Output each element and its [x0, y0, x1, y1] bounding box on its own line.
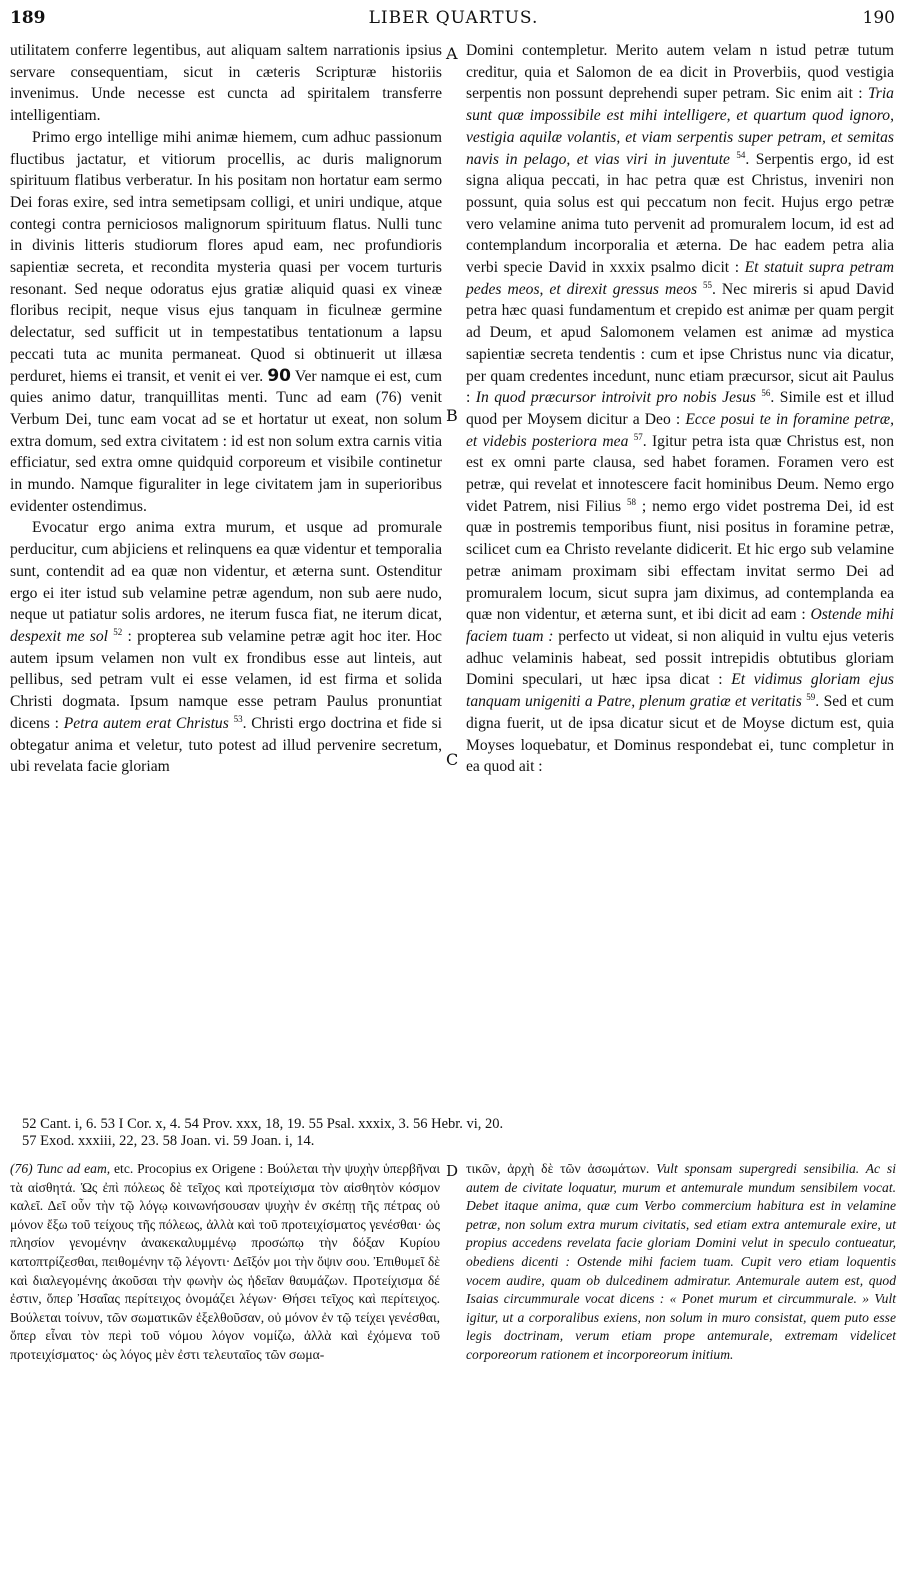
text: . Sed et cum digna fuerit, ut de ipsa dicatur sicut et de Moyse dictum est, quia Moyses loquebatur, et Dominus respondebat ei, tunc completur in ea quod ait : [466, 693, 895, 776]
footnote-ref: 53 [233, 713, 243, 724]
margin-letter: A [446, 44, 458, 63]
column-number: 90 [267, 365, 292, 386]
text: . Serpentis ergo, id est signa aliqua peccati, in hac petra quæ est Christus, inveniri non possunt, quia solus est qui peccatum non fecit. Hujus ergo petræ vero velamine anima tuto pervenit ad promuralem locum, id est ad contemplandum incorporalia et æterna. De hac eadem petra alia verbi specie David in xxxix psalmo dicit : [466, 150, 894, 277]
note-lemma: (76) Tunc ad eam, [10, 1161, 111, 1176]
note-text: τικῶν, ἀρχὴ δὲ τῶν ἀσωμάτων. [466, 1161, 650, 1176]
note-paragraph [10, 1160, 440, 1365]
margin-letter: C [446, 750, 459, 769]
quotation: Ostende mihi faciem tuam : [466, 606, 894, 645]
footnote-ref: 55 [703, 279, 713, 290]
text: perfecto ut videat, si non aliquid in vultu ejus veteris adhuc velaminis habeat, sed possit intrepidis obtutibus gloriam Domini speculari, ut hæc ipsa dicat : [466, 627, 895, 689]
page-number-left: 189 [10, 8, 46, 28]
paragraph [10, 40, 442, 127]
quotation: In quod præcursor introivit pro nobis Jesus [475, 389, 756, 407]
running-header [0, 8, 907, 34]
footnote-row: 57 Exod. xxxiii, 22, 23. 58 Joan. vi. 59 Joan. i, 14. [22, 1133, 315, 1149]
text: Evocatur ergo anima extra murum, et usque ad promurale perducitur, cum abjiciens et relinquens ea quæ videntur et temporalia sunt, contendit ad ea quæ non videntur, et æterna sunt. Ostenditur ergo ei iter istud sub velamine petræ agendum, non sub aere nudo, neque ut patiatur solis ardores, ne iterum fusca fiat, ne iterum dicat, [10, 519, 442, 624]
text: : propterea sub velamine petræ agit hoc iter. Hoc autem ipsum velamen non vult ex frondibus esse aut linteis, aut pellibus, sed petram vult ei esse velamen, id est firma et solida Christi dogmata. Ipsum namque esse petram Paulus pronuntiat dicens : [10, 627, 442, 732]
footnote-ref: 52 [113, 626, 123, 637]
paragraph [10, 127, 442, 518]
footnote-references [22, 1116, 892, 1150]
left-column [10, 40, 442, 778]
text: . Christi ergo doctrina et fide si obtegatur anima et veletur, tuto potest ad illud pervenire secretum, ubi revelata facie gloriam [10, 714, 442, 776]
footnote-ref: 59 [806, 691, 816, 702]
note-left-column [10, 1160, 440, 1365]
page-number-right: 190 [862, 8, 895, 28]
footnote-ref: 57 [633, 431, 643, 442]
paragraph [466, 40, 894, 778]
quotation: Et statuit supra petram pedes meos, et direxit gressus meos [466, 259, 895, 298]
note-right-column [466, 1160, 896, 1365]
note-text: etc. Procopius ex Origene : Βούλεται τὴν ψυχὴν ὑπερβῆναι τὰ αἰσθητά. Ὡς ἐπὶ πόλεως δὲ τεῖχος καὶ προτείχισμα τὸν αἰσθητὸν κόσμον καλεῖ. Δεῖ οὖν τὴν τῷ λόγῳ κοινωνήσουσαν ψυχὴν ἐν σκέπῃ τῆς πέτρας οὐ μόνον ἔξω τοῦ τείχους τῆς πόλεως, ἀλλὰ καὶ τοῦ προτειχίσματος γενέσθαι· ὡς πλησίον γενομένην ἀνακεκαλυμμένῳ προσώπῳ τὴν δόξαν Κυρίου κατοπτρίζεσθαι, πειθομένην τῷ λέγοντι· Δεῖξόν μοι τὴν ὄψιν σου. Ἐπιθυμεῖ δὲ καὶ διαλεγομένης ἀκοῦσαι τὴν φωνὴν ὡς ἡδεῖαν θαυμάζων. Προτείχισμα δέ ἐστιν, ὅπερ Ἠσαΐας περίτειχος ὀνομάζει λέγων· Θήσει τεῖχος καὶ περίτειχος. Βούλεται τοίνυν, τῶν σωματικῶν ἐξελθοῦσαν, οὐ μόνον ἐν τῷ τείχει γενέσθαι, ὅπερ εἶναι τὸν περὶ τοῦ νόμου λόγον νομίζω, ἀλλὰ καὶ ἐχόμενα τοῦ προτειχίσματος· ὡς λόγος μὲν ἐστι τελευταῖος τῶν σωμα- [10, 1161, 440, 1362]
quotation: Tria sunt quæ impossibile est mihi intelligere, et quartum quod ignoro, vestigia aquilæ volantis, et viam serpentis super petram, et semitas navis in pelago, et vias viri in juventute [466, 85, 894, 168]
text: Primo ergo intellige mihi animæ hiemem, cum adhuc passionum fluctibus jactatur, et vitiorum procellis, ac duris malignorum spirituum flatibus verberatur. In his positam non hortatur eam sermo Dei foras exire, sed intra semetipsam colligi, et uniri undique, atque contegi contra perniciosos malignorum spirituum flatus. Nulli tunc in divinis litteris studiorum flores apud eam, nec profundioris sapientiæ secreta, et recondita mysteria quasi per vocem turturis resonant. Sed neque odoratus ejus gratiæ aliquid quasi ex vineæ floribus recipit, neque visus ejus tanquam in ficulneæ germine delectatur, sed sufficit ut in tempestatibus tentationum a lapsu peccati tuta ac munita permaneat. Quod si obtinuerit ut illæsa perduret, hiems ei transit, et venit ei ver. [10, 128, 442, 385]
text: Domini contempletur. Merito autem velam n istud petræ tutum creditur, quia et Salomon de ea dicit in Proverbiis, quod vestigia serpentis non possunt deprehendi super petram. Sic enim ait : [466, 42, 894, 103]
note-translation: Vult sponsam supergredi sensibilia. Ac si autem de civitate loquatur, murum et antemurale mundum sensibilem vocat. Debet itaque anima, quæ cum Verbo commercium habitura est in velamine petræ, non solum extra murum civitatis, sed etiam extra antemurale exire, ut propius accedens revelata facie gloriam Domini velut in speculo contueatur, obediens dicenti : Ostende mihi faciem tuam. Cupit vero etiam loquentis vocem audire, quam ob dulcedinem admiratur. Antemurale autem est, quod Isaias circummurale vocat dicens : « Ponet murum et circummurale. » Vult igitur, ut a corporalibus exiens, non solum in muro consistat, quem puto esse legis doctrinam, verum etiam prope antemurale, extremam videlicet corporeorum rationem et incorporeorum initium. [466, 1161, 896, 1362]
text: Ver namque ei est, cum quies animo datur, tranquillitas menti. Tunc ad eam (76) venit Verbum Dei, tunc eam vocat ad se et hortatur ut exeat, non solum extra domum, sed extra civitatem : id est non solum extra carnis vitia efficiatur, sed extra omne quidquid corporeum et visibile continetur in mundo. Namque figuraliter in lege civitatem jam in superioribus evidenter ostendimus. [10, 367, 442, 515]
text: ; nemo ergo videt postrema Dei, id est quæ in postremis temporibus fiunt, nisi positus in foramine petræ, scilicet cum ea Christo revelante didicerit. Et hic ergo sub velamine petræ animam proximam sibi effectam invitat sermo Dei ad promuralem locum, sicut supra jam diximus, ad contemplanda ea quæ non videntur, et æterna sunt, et ibi dicit ad eam : [466, 497, 894, 624]
margin-letter: B [446, 406, 458, 425]
footnote-ref: 54 [736, 149, 746, 160]
running-title: LIBER QUARTUS. [368, 8, 539, 28]
text: . Igitur petra ista quæ Christus est, non est ex omni parte clausa, sed habet foramen. Foramen vero est petræ, qui revelat et innotescere facit hominibus Deum. Nemo ergo videt Patrem, nisi Filius [466, 432, 895, 515]
paragraph [10, 517, 442, 777]
text: . Nec mireris si apud David petra hæc quasi fundamentum et crepido est animæ per quam pergit ad Deum, et apud Salomonem velamen est animæ ad mystica sapientiæ secreta tendentis : cum et ipse Christus nunc via dicatur, per quam credentes incedunt, nunc etiam præcursor, sicut ait Paulus : [466, 280, 894, 407]
note-paragraph [466, 1160, 896, 1365]
quotation: Et vidimus gloriam ejus tanquam unigeniti a Patre, plenum gratiæ et veritatis [466, 671, 895, 711]
footnote-ref: 58 [627, 496, 636, 507]
quotation: Ecce posui te in foramine petræ, et videbis posteriora mea [466, 410, 894, 450]
footnote-ref: 56 [761, 388, 771, 399]
text: . Simile est et illud quod per Moysem dicitur a Deo : [466, 389, 894, 428]
margin-letter: D [446, 1162, 459, 1180]
quotation: Petra autem erat Christus [63, 714, 229, 732]
quotation: despexit me sol [10, 627, 108, 645]
right-column [466, 40, 894, 778]
text: utilitatem conferre legentibus, aut aliquam saltem narrationis ipsius servare consequentiam, sicut in cæteris Scripturæ historiis invenimus. Unde necesse est cuncta ad spiritalem transferre intelligentiam. [10, 42, 442, 125]
footnote-row: 52 Cant. i, 6. 53 I Cor. x, 4. 54 Prov. xxx, 18, 19. 55 Psal. xxxix, 3. 56 Hebr. vi, 20. [22, 1116, 504, 1132]
